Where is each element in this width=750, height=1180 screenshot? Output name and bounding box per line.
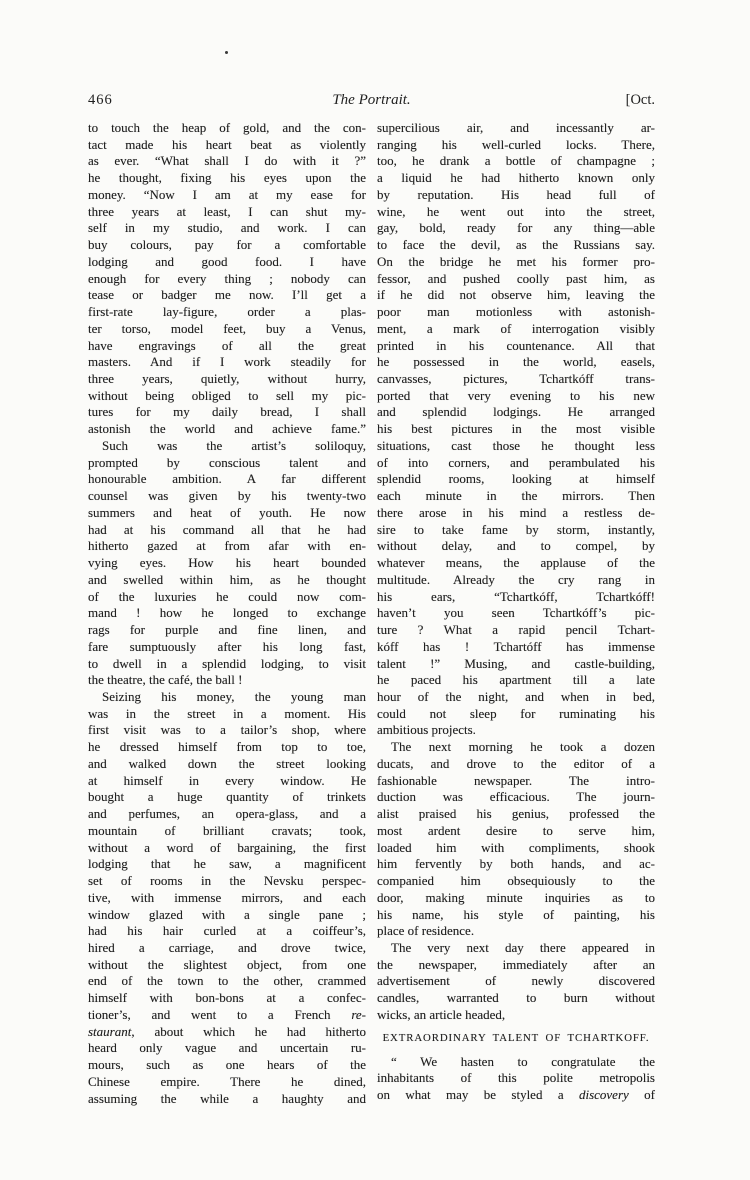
text-line: first-rate lay-figure, order a plas- [88,304,366,320]
text-line: mountain of brilliant cravats; took, [88,822,366,838]
left-column [88,120,366,1107]
text-line: to face the devil, as the Russians say. [377,237,655,253]
text-line: The next morning he took a dozen [391,739,655,755]
text-line: have engravings of all the great [88,337,366,353]
text-line: fare sumptuously after his long fast, [88,638,366,654]
text-line: multitude. Already the cry rang in [377,571,655,587]
text-line: canvasses, pictures, Tchartkóff trans- [377,371,655,387]
text-line: without the slightest object, from one [88,956,366,972]
text-line: rags for purple and fine linen, and [88,622,366,638]
text-line: duction was efficacious. The journ- [377,789,655,805]
text-line: he thought, fixing his eyes upon the [88,170,366,186]
text-line: set of rooms in the Nevsku perspec- [88,873,366,889]
page-title: The Portrait. [332,92,411,108]
text-line: tease or badger me now. I’ll get a [88,287,366,303]
text-line: himself with bon-bons at a confec- [88,990,366,1006]
text-line: advertisement of newly discovered [377,973,655,989]
text-line: the newspaper, immediately after an [377,956,655,972]
text-line: of the luxuries he could now com- [88,588,366,604]
text-line: Chinese empire. There he dined, [88,1073,366,1089]
text-line: ambitious projects. [377,722,476,738]
text-line: alist praised his genius, professed the [377,806,655,822]
text-line: vying eyes. How his heart bounded [88,555,366,571]
text-line: mours, such as one hears of the [88,1057,366,1073]
text-line: tive, with immense mirrors, and each [88,889,366,905]
text-line: ported that very evening to his new [377,387,655,403]
text-line: wicks, an article headed, [377,1006,506,1022]
page-number: 466 [88,92,113,108]
text-line: lodging and good food. I have [88,253,366,269]
ink-speck [225,51,228,54]
text-line: bought a huge quantity of trinkets [88,789,366,805]
text-line: heard only vague and uncertain ru- [88,1040,366,1056]
text-line: his ears, “Tchartkóff, Tchartkóff! [377,588,655,604]
text-line: his best pictures in the most visible [377,421,655,437]
text-line: printed in his countenance. All that [377,337,655,353]
text-line: could not sleep for ruminating his [377,705,655,721]
text-columns [88,120,655,1107]
text-line: without a word of bargaining, the first [88,839,366,855]
text-line: lodging that he saw, a magnificent [88,856,366,872]
text-line: ranging his well-curled locks. There, [377,136,655,152]
text-line: buy colours, pay for a comfortable [88,237,366,253]
text-line: the theatre, the café, the ball ! [88,672,243,688]
article-heading: EXTRAORDINARY TALENT OF TCHARTKOFF. [382,1031,650,1044]
text-line: as ever. “What shall I do with it ?” [88,153,366,169]
text-line: and walked down the street looking [88,755,366,771]
text-line: sire to take fame by storm, instantly, [377,521,655,537]
right-column [377,120,655,1107]
text-line: whatever means, the applause of the [377,555,655,571]
text-line: first visit was to a tailor’s shop, where [88,722,366,738]
text-line: his name, his style of painting, his [377,906,655,922]
text-line: loaded him with compliments, shook [377,839,655,855]
text-line: him fervently by both hands, and ac- [377,856,655,872]
text-line: without being obliged to sell my pic- [88,387,366,403]
text-line: by reputation. His head full of [377,186,655,202]
text-line: mand ! how he longed to exchange [88,605,366,621]
running-header [88,92,655,115]
text-line: tact made his heart beat as violently [88,136,366,152]
text-line: there arose in his mind a restless de- [377,504,655,520]
text-line: he dressed himself from top to toe, [88,739,366,755]
text-line: hired a carriage, and drove twice, [88,939,366,955]
text-line: if he did not observe him, leaving the [377,287,655,303]
text-line: window glazed with a single pane ; [88,906,366,922]
text-line: end of the town to the other, crammed [88,973,366,989]
text-line: three years at least, I can shut my- [88,203,366,219]
text-line: of into corners, and perambulated his [377,454,655,470]
text-line: to dwell in a splendid lodging, to visit [88,655,366,671]
text-line: inhabitants of this polite metropolis [377,1070,655,1086]
text-line: Seizing his money, the young man [102,688,366,704]
text-line: and swelled within him, as he thought [88,571,366,587]
text-line: wine, he went out into the street, [377,203,655,219]
text-line: hitherto gazed at from afar with en- [88,538,366,554]
text-line: enough for every thing ; nobody can [88,270,366,286]
text-line: tioner’s, and went to a French re- [88,1006,366,1022]
text-line: and perfumes, an opera-glass, and a [88,806,366,822]
text-line: ter torso, model feet, buy a Venus, [88,320,366,336]
text-line: “ We hasten to congratulate the [391,1053,655,1069]
text-line: at himself in every window. He [88,772,366,788]
text-line: most ardent desire to serve him, [377,822,655,838]
text-line: he paced his apartment till a late [377,672,655,688]
text-line: splendid rooms, looking at himself [377,471,655,487]
text-line: honourable ambition. A far different [88,471,366,487]
page-content [88,92,655,1107]
text-line: gay, bold, ready for any thing—able [377,220,655,236]
text-line: each minute in the mirrors. Then [377,488,655,504]
text-line: a liquid he had hitherto known only [377,170,655,186]
text-line: talent !” Musing, and castle-building, [377,655,655,671]
text-line: had his hair curled at a coiffeur’s, [88,923,366,939]
text-line: place of residence. [377,923,475,939]
text-line: haven’t you seen Tchartkóff’s pic- [377,605,655,621]
text-line: counsel was given by his twenty-two [88,488,366,504]
text-line: staurant, about which he had hitherto [88,1023,366,1039]
text-line: had at his command all that he had [88,521,366,537]
text-line: fessor, and pushed coolly past him, as [377,270,655,286]
text-line: kóff has ! Tchartóff has immense [377,638,655,654]
text-line: masters. And if I work steadily for [88,354,366,370]
text-line: candles, warranted to burn without [377,990,655,1006]
text-line: without delay, and to compel, by [377,538,655,554]
text-line: fashionable newspaper. The intro- [377,772,655,788]
text-line: door, making minute inquiries as to [377,889,655,905]
text-line: On the bridge he met his former pro- [377,253,655,269]
text-line: money. “Now I am at my ease for [88,186,366,202]
text-line: was in the street in a moment. His [88,705,366,721]
text-line: ture ? What a rapid pencil Tchart- [377,622,655,638]
text-line: summers and heat of youth. He now [88,504,366,520]
text-line: The very next day there appeared in [391,939,655,955]
text-line: hour of the night, and when in bed, [377,688,655,704]
text-line: companied him obsequiously to the [377,873,655,889]
text-line: he possessed in the world, easels, [377,354,655,370]
text-line: situations, cast those he thought less [377,437,655,453]
text-line: supercilious air, and incessantly ar- [377,120,655,135]
text-line: self in my studio, and work. I can [88,220,366,236]
text-line: on what may be styled a discovery of [377,1087,655,1103]
text-line: to touch the heap of gold, and the con- [88,120,366,135]
text-line: Such was the artist’s soliloquy, [102,437,366,453]
text-line: prompted by conscious talent and [88,454,366,470]
text-line: three years, quietly, without hurry, [88,371,366,387]
text-line: astonish the world and achieve fame.” [88,421,366,437]
text-line: assuming the while a haughty and [88,1090,366,1106]
text-line: too, he drank a bottle of champagne ; [377,153,655,169]
text-line: tures for my daily bread, I shall [88,404,366,420]
text-line: poor man motionless with astonish- [377,304,655,320]
text-line: ducats, and drove to the editor of a [377,755,655,771]
text-line: ment, a mark of interrogation visibly [377,320,655,336]
text-line: and splendid lodgings. He arranged [377,404,655,420]
issue-date: [Oct. [625,92,655,108]
